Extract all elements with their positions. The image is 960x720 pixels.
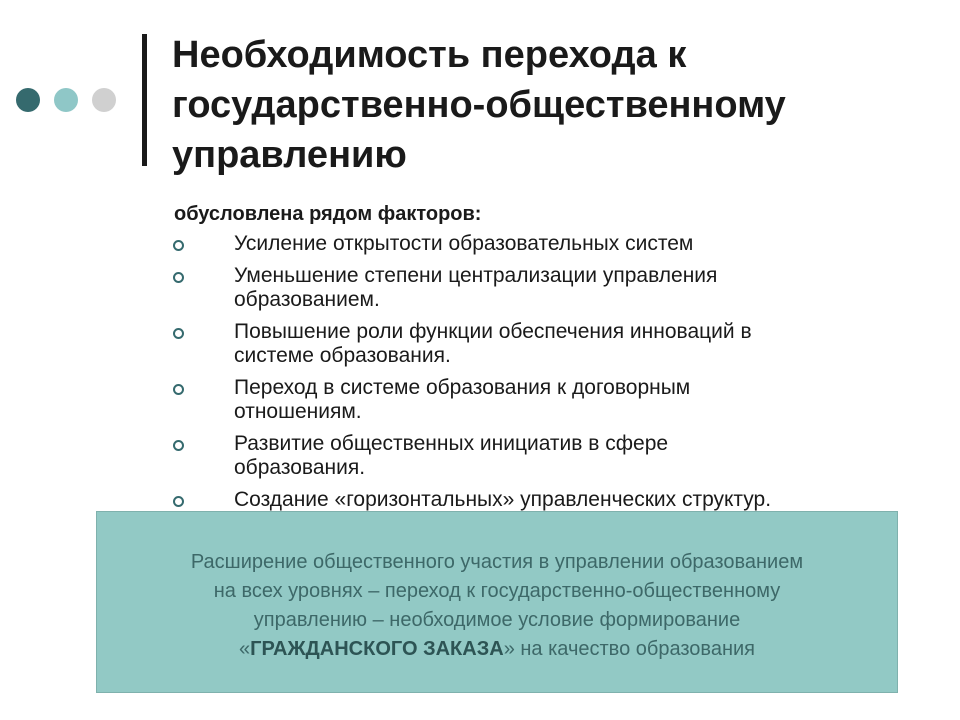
open-quote: « [238, 638, 251, 660]
list-item-line: системе образования. [234, 344, 451, 367]
callout-line-1: Расширение общественного участия в управлении образованием [190, 551, 804, 573]
list-item [172, 232, 912, 256]
list-item-line: отношениям. [234, 400, 362, 423]
list-item [172, 320, 912, 368]
ring-bullet-icon [173, 440, 184, 451]
dot-dark-teal-icon [16, 88, 40, 112]
title-line-3: управлению [172, 134, 407, 176]
ring-bullet-icon [173, 240, 184, 251]
list-item-line: Создание «горизонтальных» управленческих структур. [234, 488, 772, 511]
list-item [172, 432, 912, 480]
callout-line-4 [97, 635, 897, 664]
list-item-line: Повышение роли функции обеспечения инноваций в [234, 320, 752, 343]
list-item [172, 376, 912, 424]
title-line-1: Необходимость перехода к [172, 34, 687, 76]
decorative-dots [16, 88, 116, 112]
list-item-text [234, 376, 912, 424]
list-item-line: Уменьшение степени централизации управления [234, 264, 718, 287]
list-item-line: образования. [234, 456, 366, 479]
list-item-line: Развитие общественных инициатив в сфере [234, 432, 669, 455]
list-item-line: Усиление открытости образовательных систем [234, 232, 694, 255]
intro-text: обусловлена рядом факторов: [174, 203, 482, 225]
callout-line-4-rest: » на качество образования [503, 638, 755, 660]
ring-bullet-icon [173, 496, 184, 507]
callout-text [97, 548, 897, 664]
ring-bullet-icon [173, 328, 184, 339]
slide-title [172, 30, 932, 180]
title-divider [142, 34, 147, 166]
list-item-text [234, 320, 912, 368]
list-item-line: Переход в системе образования к договорным [234, 376, 691, 399]
ring-bullet-icon [173, 384, 184, 395]
callout-box [96, 511, 898, 693]
factor-list [172, 232, 912, 520]
list-item-text [234, 232, 912, 256]
title-line-2: государственно-общественному [172, 84, 786, 126]
list-item-text [234, 432, 912, 480]
list-item-text [234, 264, 912, 312]
callout-line-2: на всех уровнях – переход к государственно-общественному [213, 580, 781, 602]
list-item-text [234, 488, 912, 512]
callout-line-3: управлению – необходимое условие формирование [253, 609, 741, 631]
ring-bullet-icon [173, 272, 184, 283]
dot-light-teal-icon [54, 88, 78, 112]
dot-grey-icon [92, 88, 116, 112]
civil-order-emphasis: ГРАЖДАНСКОГО ЗАКАЗА [250, 638, 504, 660]
list-item [172, 264, 912, 312]
list-item [172, 488, 912, 512]
list-item-line: образованием. [234, 288, 380, 311]
